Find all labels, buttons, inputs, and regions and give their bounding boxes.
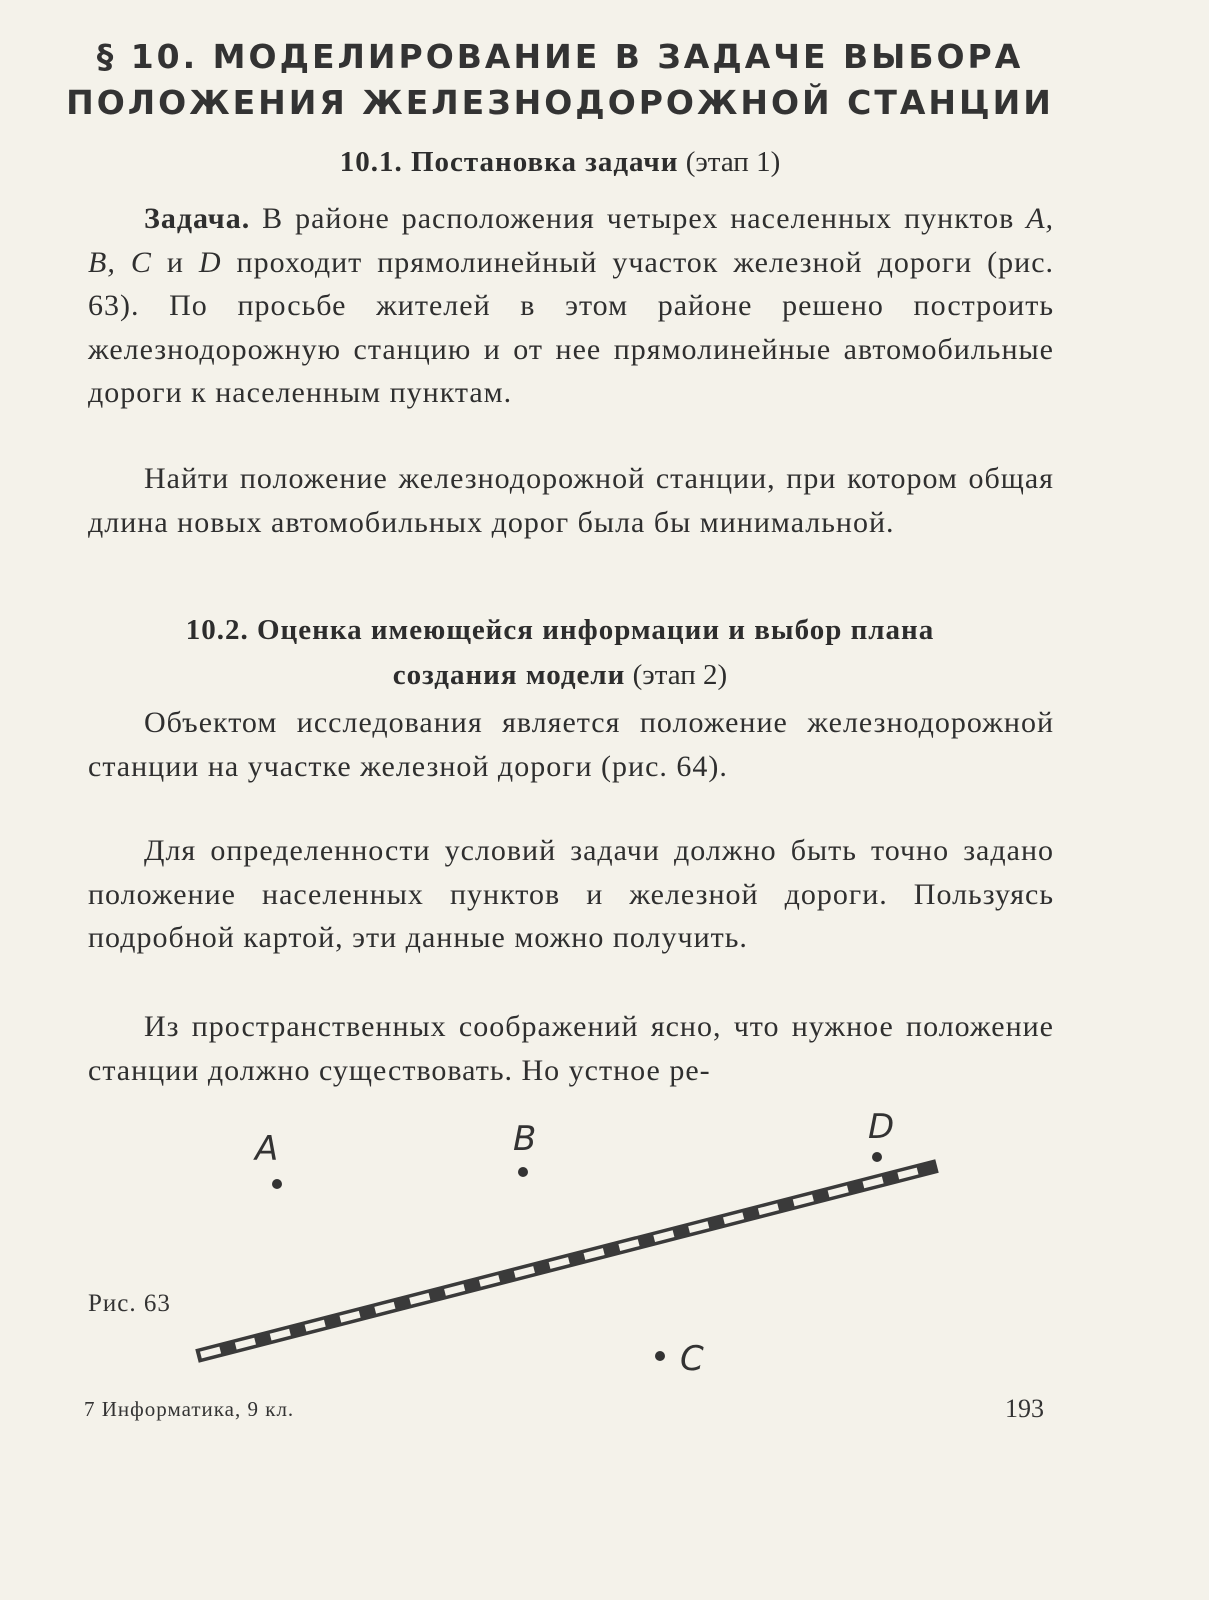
task-question-paragraph: Найти положение железнодорожной станции, при котором общая длина новых автомобильных дорог была бы минимальной. [88,462,1054,539]
chapter-title-line1: § 10. МОДЕЛИРОВАНИЕ В ЗАДАЧЕ ВЫБОРА [96,37,1024,76]
section-2-heading-line1: 10.2. Оценка имеющейся информации и выбор плана [185,614,935,646]
section-2-paragraph-1: Объектом исследования является положение железнодорожной станции на участке железной дороги (рис. 64). [88,706,1054,783]
point-a-label: A [255,1129,279,1169]
railway-track [195,1159,938,1363]
task-paragraph: Задача. В районе расположения четырех населенных пунктов A, B, C и D проходит прямолинейный участок железной дороги (рис. 63). По просьбе жителей в этом районе решено построить железнодорожную станцию и от нее прямолинейные автомобильные дороги к населенным пунктам. [88,202,1055,409]
point-c-dot [655,1351,665,1361]
point-d-label: D [868,1107,895,1147]
point-c-label: C [680,1339,704,1379]
section-1-heading-bold: 10.1. Постановка задачи [339,146,679,178]
section-2-paragraph-2: Для определенности условий задачи должно быть точно задано положение населенных пунктов и железной дороги. Пользуясь подробной картой, эти данные можно получить. [88,834,1054,954]
section-2-heading [60,608,1060,698]
chapter-title [60,34,1060,126]
task-label: Задача. [144,202,251,235]
figure-caption: Рис. 63 [88,1290,171,1317]
point-d-dot [872,1152,882,1162]
section-2-heading-stage: (этап 2) [632,659,728,691]
footer-book-title: 7 Информатика, 9 кл. [84,1397,295,1421]
section-1-heading [60,140,1060,185]
figure-63-railway-diagram [0,1100,1209,1400]
chapter-title-line2: ПОЛОЖЕНИЯ ЖЕЛЕЗНОДОРОЖНОЙ СТАНЦИИ [66,83,1054,122]
section-1-heading-stage: (этап 1) [685,146,781,178]
point-b-label: B [513,1119,537,1159]
page-number: 193 [1005,1394,1044,1423]
point-b-dot [518,1167,528,1177]
section-2-heading-line2-bold: создания модели [392,659,626,691]
point-a-dot [272,1179,282,1189]
section-2-paragraph-3: Из пространственных соображений ясно, что нужное положение станции должно существовать. Но устное ре- [88,1010,1054,1087]
